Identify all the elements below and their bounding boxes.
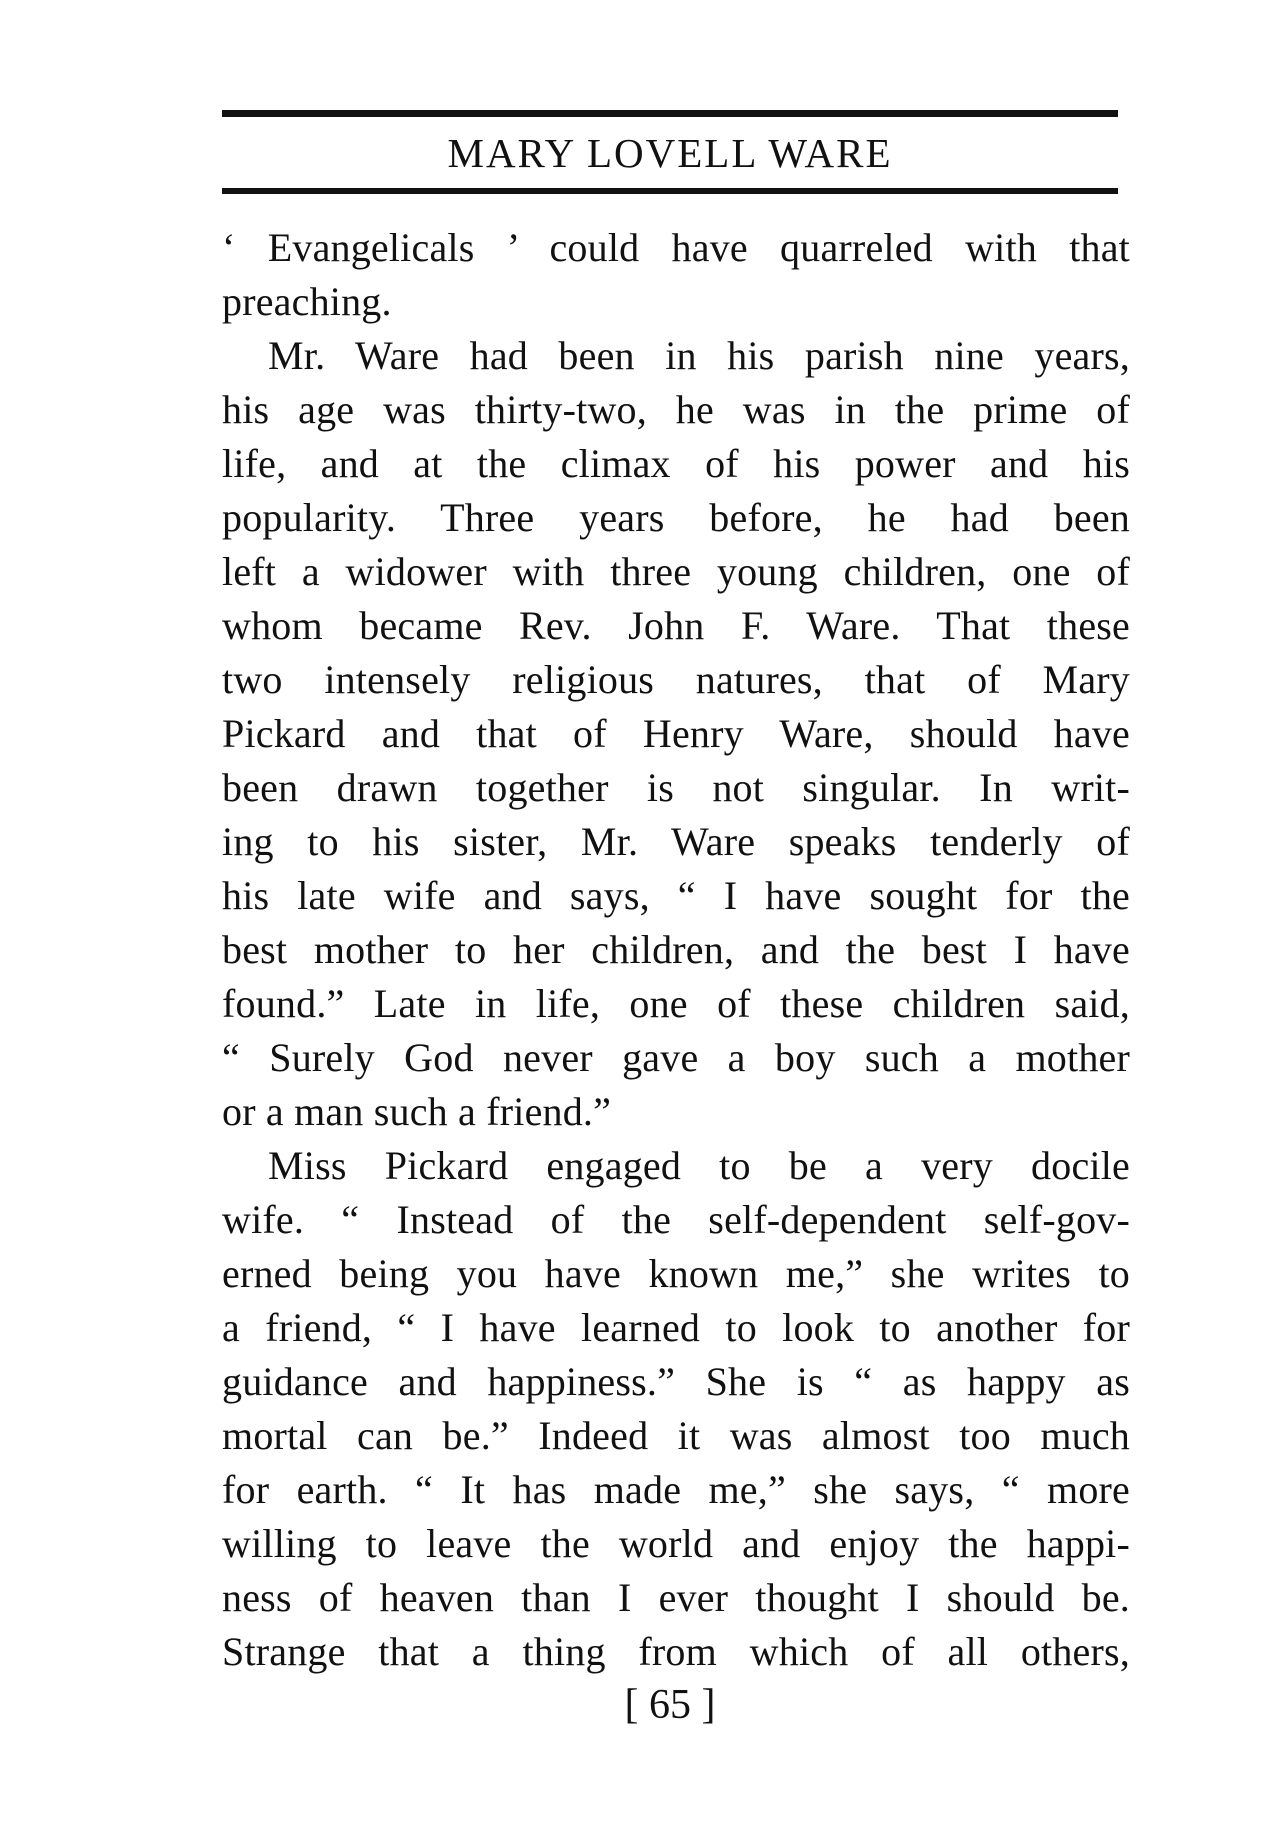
- text-line: “ Surely God never gave a boy such a mother: [222, 1035, 1130, 1080]
- text-line: whom became Rev. John F. Ware. That these: [222, 603, 1130, 648]
- text-line: Miss Pickard engaged to be a very docile: [268, 1143, 1130, 1188]
- text-line: ness of heaven than I ever thought I should be.: [222, 1575, 1130, 1620]
- running-head: MARY LOVELL WARE: [447, 130, 893, 176]
- text-line: been drawn together is not singular. In writ-: [222, 765, 1130, 810]
- text-line: willing to leave the world and enjoy the happi-: [222, 1521, 1130, 1566]
- bottom-rule: [222, 188, 1118, 194]
- text-line: wife. “ Instead of the self-dependent self-gov-: [222, 1197, 1130, 1242]
- text-line: life, and at the climax of his power and his: [222, 441, 1130, 486]
- page-number: [ 65 ]: [624, 1682, 716, 1728]
- text-line: popularity. Three years before, he had been: [222, 495, 1130, 540]
- text-line: left a widower with three young children, one of: [222, 549, 1130, 594]
- text-line: mortal can be.” Indeed it was almost too much: [222, 1413, 1130, 1458]
- text-line: or a man such a friend.”: [222, 1089, 612, 1134]
- text-line: best mother to her children, and the best I have: [222, 927, 1130, 972]
- text-line: erned being you have known me,” she writes to: [222, 1251, 1130, 1296]
- text-line: Pickard and that of Henry Ware, should have: [222, 711, 1130, 756]
- text-line: his late wife and says, “ I have sought for the: [222, 873, 1130, 918]
- text-line: ‘ Evangelicals ’ could have quarreled with that: [222, 225, 1130, 270]
- text-line: preaching.: [222, 279, 392, 324]
- text-line: found.” Late in life, one of these children said,: [222, 981, 1130, 1026]
- text-line: guidance and happiness.” She is “ as happy as: [222, 1359, 1130, 1404]
- text-line: for earth. “ It has made me,” she says, “ more: [222, 1467, 1130, 1512]
- text-line: Strange that a thing from which of all others,: [222, 1629, 1130, 1674]
- top-rule: [222, 110, 1118, 117]
- text-line: a friend, “ I have learned to look to another for: [222, 1305, 1130, 1350]
- text-line: ing to his sister, Mr. Ware speaks tenderly of: [222, 819, 1130, 864]
- text-line: Mr. Ware had been in his parish nine years,: [268, 333, 1130, 378]
- text-line: his age was thirty-two, he was in the prime of: [222, 387, 1130, 432]
- body-text: [222, 221, 1130, 1679]
- text-line: two intensely religious natures, that of Mary: [222, 657, 1130, 702]
